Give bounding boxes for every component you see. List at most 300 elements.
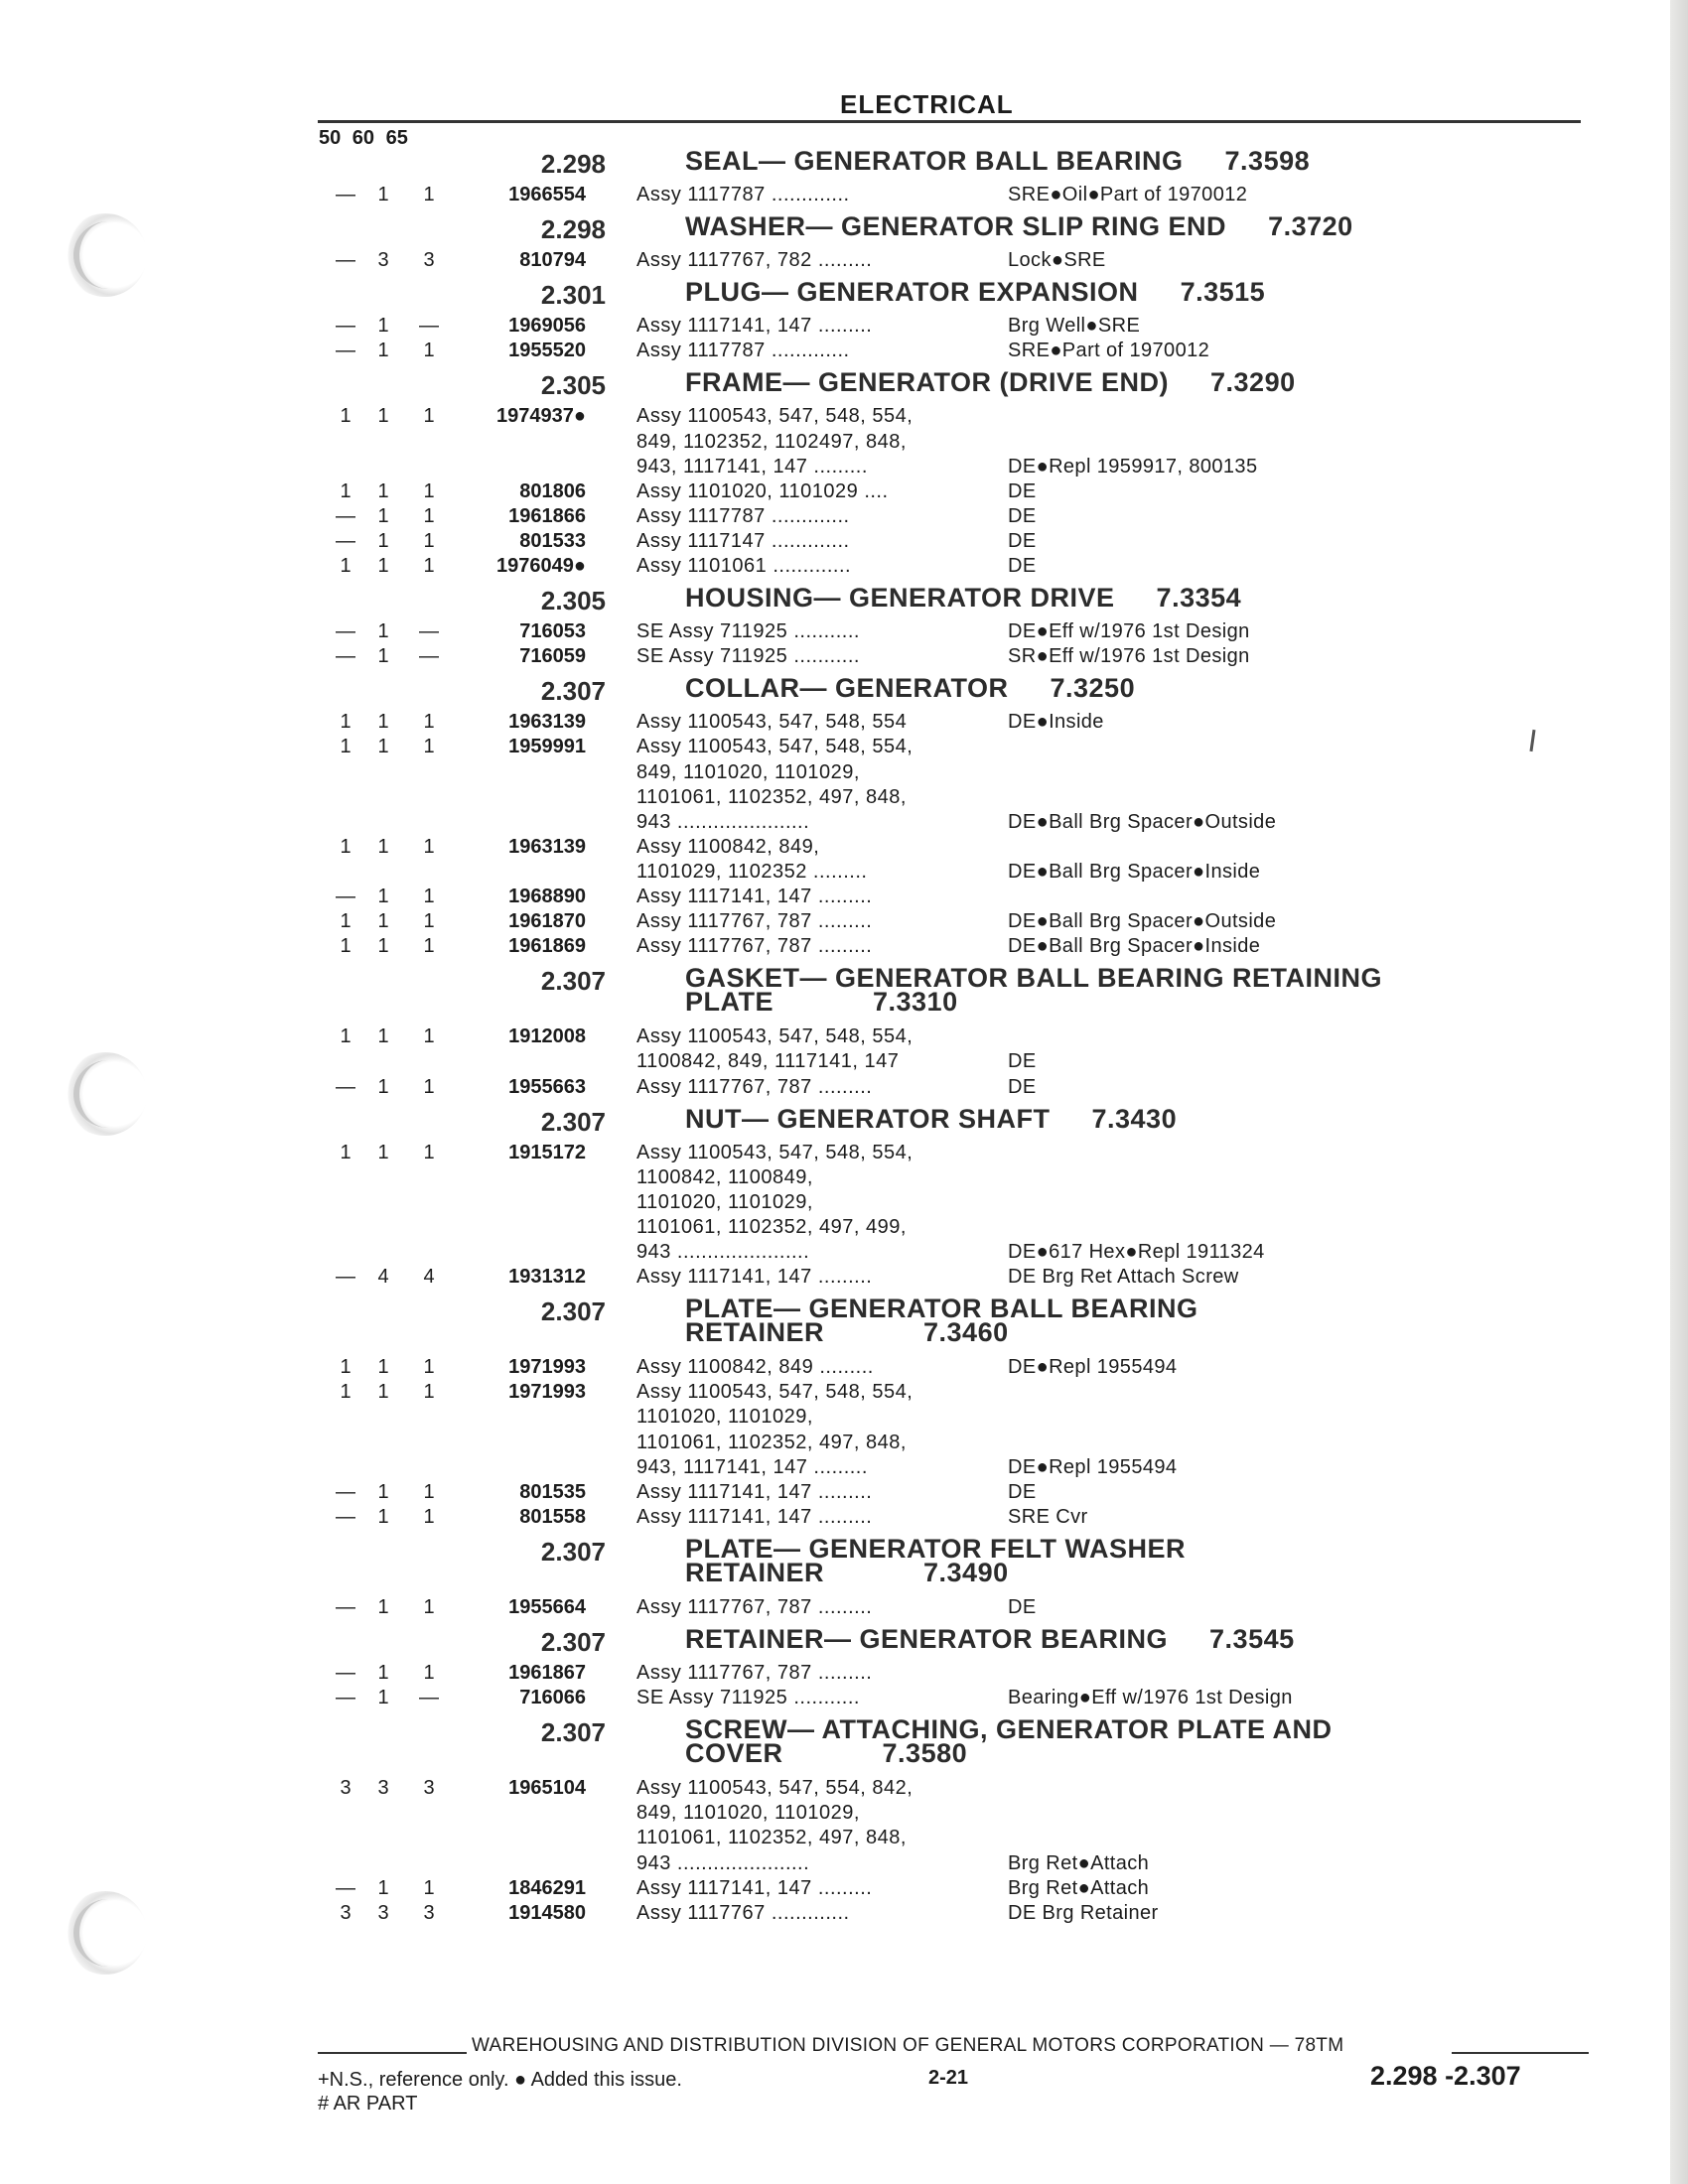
- part-note: DE: [1008, 1595, 1037, 1618]
- assembly-description: 943 ......................: [636, 810, 810, 833]
- part-row: [0, 910, 1688, 935]
- footnote-legend: +N.S., reference only. ● Added this issue.: [318, 2069, 682, 2091]
- part-row: [0, 1687, 1688, 1711]
- assembly-description: Assy 1117787 .............: [636, 340, 850, 362]
- group-title: [685, 1294, 1499, 1348]
- part-row: [0, 405, 1688, 430]
- group-header: [0, 1294, 1688, 1348]
- part-row: [0, 1025, 1688, 1050]
- part-number: 801806: [519, 479, 586, 502]
- assembly-description: SE Assy 711925 ...........: [636, 1687, 860, 1709]
- part-row: [0, 811, 1688, 836]
- assembly-description: Assy 1100543, 547, 554, 842,: [636, 1777, 914, 1800]
- qty-1965: 1: [423, 1141, 435, 1163]
- part-row: [0, 1050, 1688, 1075]
- part-note: DE●617 Hex●Repl 1911324: [1008, 1241, 1265, 1263]
- group-title-line1: NUT— GENERATOR SHAFT: [685, 1103, 1051, 1134]
- qty-1950: —: [336, 529, 355, 552]
- part-number: 1955663: [508, 1075, 586, 1098]
- group-title-line1: PLUG— GENERATOR EXPANSION: [685, 277, 1139, 308]
- qty-1960: 1: [377, 835, 389, 858]
- group-code: 7.3250: [1050, 673, 1136, 704]
- part-note: DE●Eff w/1976 1st Design: [1008, 620, 1250, 643]
- assembly-description: Assy 1100543, 547, 548, 554,: [636, 1381, 914, 1404]
- group-title: [685, 277, 1499, 308]
- qty-1960: 1: [377, 1687, 389, 1709]
- qty-1960: 3: [377, 1777, 389, 1800]
- group-title: [685, 1624, 1499, 1654]
- part-row: [0, 711, 1688, 736]
- part-row: [0, 1432, 1688, 1456]
- qty-1965: 1: [423, 711, 435, 734]
- assembly-description: 1101061, 1102352, 497, 848,: [636, 1431, 907, 1453]
- assembly-description: Assy 1100543, 547, 548, 554: [636, 711, 908, 734]
- qty-1950: 3: [340, 1901, 352, 1924]
- part-row: [0, 1902, 1688, 1927]
- group-title: [685, 211, 1499, 242]
- qty-1950: 1: [340, 1025, 352, 1048]
- part-note: DE: [1008, 1050, 1037, 1073]
- qty-1965: 1: [423, 479, 435, 502]
- assembly-description: Assy 1117141, 147 .........: [636, 1505, 873, 1528]
- assembly-description: Assy 1117141, 147 .........: [636, 886, 873, 907]
- part-row: [0, 1266, 1688, 1291]
- qty-1965: 1: [423, 1356, 435, 1379]
- qty-1965: 1: [423, 555, 435, 577]
- part-row: [0, 1662, 1688, 1687]
- qty-1960: 1: [377, 184, 389, 205]
- qty-1950: —: [336, 340, 355, 362]
- group-title: [685, 1103, 1499, 1134]
- part-note: SR●Eff w/1976 1st Design: [1008, 645, 1250, 668]
- qty-1950: —: [336, 620, 355, 643]
- qty-1965: 1: [423, 1505, 435, 1528]
- group-number: 2.307: [540, 676, 606, 707]
- qty-1960: 1: [377, 1505, 389, 1528]
- page-group-range: 2.298 -2.307: [1370, 2061, 1521, 2091]
- qty-1960: 1: [377, 340, 389, 362]
- group-code: 7.3580: [882, 1738, 968, 1769]
- part-number: 1961866: [508, 504, 586, 527]
- qty-1965: 1: [423, 736, 435, 758]
- qty-1950: —: [336, 1266, 355, 1289]
- assembly-description: Assy 1117141, 147 .........: [636, 1876, 873, 1899]
- qty-1960: 1: [377, 736, 389, 758]
- qty-1965: 1: [423, 1025, 435, 1048]
- part-row: [0, 315, 1688, 340]
- qty-1960: 1: [377, 1876, 389, 1899]
- part-note: DE●Ball Brg Spacer●Inside: [1008, 860, 1261, 883]
- part-row: [0, 645, 1688, 670]
- group-code: 7.3515: [1180, 277, 1266, 308]
- group-title-line2: RETAINER: [685, 1317, 825, 1348]
- group-title-line1: PLATE— GENERATOR FELT WASHER: [685, 1533, 1187, 1564]
- qty-1965: 1: [423, 910, 435, 933]
- part-row: [0, 1241, 1688, 1266]
- qty-1965: 3: [423, 249, 435, 272]
- page-number: 2-21: [928, 2067, 969, 2089]
- group-number: 2.307: [540, 1297, 606, 1327]
- assembly-description: Assy 1100543, 547, 548, 554,: [636, 405, 914, 428]
- part-row: [0, 1356, 1688, 1381]
- part-number: 1961869: [508, 935, 586, 958]
- part-note: DE●Ball Brg Spacer●Outside: [1008, 810, 1277, 833]
- group-header: [0, 1533, 1688, 1587]
- qty-1950: —: [336, 1687, 355, 1709]
- part-row: [0, 1216, 1688, 1241]
- qty-1965: 1: [423, 1595, 435, 1618]
- assembly-description: 1100842, 849, 1117141, 147: [636, 1050, 900, 1073]
- part-note: SRE●Part of 1970012: [1008, 340, 1210, 362]
- part-note: DE Brg Ret Attach Screw: [1008, 1266, 1239, 1289]
- part-note: DE●Ball Brg Spacer●Inside: [1008, 935, 1261, 958]
- group-title-line1: HOUSING— GENERATOR DRIVE: [685, 583, 1115, 614]
- qty-1965: 3: [423, 1901, 435, 1924]
- part-row: [0, 555, 1688, 580]
- group-code: 7.3598: [1224, 146, 1311, 176]
- qty-1950: 1: [340, 736, 352, 758]
- qty-1960: 1: [377, 1075, 389, 1098]
- group-title: [685, 673, 1499, 704]
- qty-1950: 1: [340, 935, 352, 958]
- part-row: [0, 1142, 1688, 1166]
- assembly-description: Assy 1100842, 849 .........: [636, 1356, 874, 1379]
- group-header: [0, 1714, 1688, 1769]
- part-row: [0, 1827, 1688, 1851]
- part-row: [0, 431, 1688, 456]
- qty-1960: 3: [377, 1901, 389, 1924]
- assembly-description: 943, 1117141, 147 .........: [636, 1455, 868, 1478]
- qty-1960: 1: [377, 504, 389, 527]
- qty-1960: 1: [377, 935, 389, 958]
- part-note: Brg Well●SRE: [1008, 315, 1141, 338]
- qty-1950: —: [336, 1595, 355, 1618]
- part-row: [0, 1777, 1688, 1802]
- qty-1960: 1: [377, 315, 389, 338]
- group-title-line1: PLATE— GENERATOR BALL BEARING: [685, 1294, 1198, 1324]
- part-row: [0, 620, 1688, 645]
- part-row: [0, 1406, 1688, 1431]
- qty-1965: 1: [423, 886, 435, 907]
- group-title-line1: FRAME— GENERATOR (DRIVE END): [685, 367, 1170, 398]
- group-title: [685, 367, 1499, 398]
- qty-1960: 1: [377, 1141, 389, 1163]
- qty-1960: 1: [377, 1381, 389, 1404]
- assembly-description: Assy 1101020, 1101029 ....: [636, 479, 889, 502]
- qty-1960: 3: [377, 249, 389, 272]
- qty-1950: —: [336, 1075, 355, 1098]
- qty-1965: 1: [423, 1075, 435, 1098]
- part-note: DE●Ball Brg Spacer●Outside: [1008, 910, 1277, 933]
- group-code: 7.3354: [1156, 583, 1242, 614]
- footer-rule-left: [318, 2052, 467, 2054]
- qty-1965: 1: [423, 1381, 435, 1404]
- part-row: [0, 761, 1688, 786]
- part-number: 1955520: [508, 340, 586, 362]
- part-note: DE: [1008, 1075, 1037, 1098]
- group-header: [0, 583, 1688, 619]
- qty-1965: 3: [423, 1777, 435, 1800]
- qty-1960: 1: [377, 1356, 389, 1379]
- part-row: [0, 1852, 1688, 1877]
- assembly-description: Assy 1117767, 782 .........: [636, 249, 873, 272]
- part-number: 1963139: [508, 835, 586, 858]
- assembly-description: Assy 1117767, 787 .........: [636, 1075, 873, 1098]
- group-header: [0, 211, 1688, 248]
- assembly-description: Assy 1100842, 849,: [636, 835, 820, 858]
- part-number: 810794: [519, 249, 586, 272]
- part-number: 716059: [519, 645, 586, 668]
- part-row: [0, 886, 1688, 910]
- assembly-description: Assy 1117767, 787 .........: [636, 1662, 873, 1684]
- part-row: [0, 1076, 1688, 1101]
- part-row: [0, 530, 1688, 555]
- qty-1960: 1: [377, 1595, 389, 1618]
- part-number: 1966554: [508, 184, 586, 205]
- group-title-line2: RETAINER: [685, 1557, 825, 1587]
- qty-1950: 1: [340, 479, 352, 502]
- part-row: [0, 935, 1688, 960]
- part-note: DE●Repl 1955494: [1008, 1455, 1178, 1478]
- group-code: 7.3430: [1091, 1103, 1178, 1134]
- part-row: [0, 480, 1688, 505]
- part-note: SRE●Oil●Part of 1970012: [1008, 184, 1248, 205]
- part-row: [0, 736, 1688, 760]
- part-row: [0, 1481, 1688, 1506]
- qty-1960: 1: [377, 529, 389, 552]
- part-note: DE●Repl 1955494: [1008, 1356, 1178, 1379]
- assembly-description: 1101020, 1101029,: [636, 1190, 813, 1213]
- part-row: [0, 836, 1688, 861]
- qty-1965: —: [419, 645, 439, 668]
- part-number: 1963139: [508, 711, 586, 734]
- qty-1960: 1: [377, 711, 389, 734]
- part-number: 1846291: [508, 1876, 586, 1899]
- footer-rule-right: [1452, 2052, 1589, 2054]
- qty-1965: 1: [423, 504, 435, 527]
- qty-1965: 1: [423, 529, 435, 552]
- qty-1960: 1: [377, 1480, 389, 1503]
- qty-1950: —: [336, 249, 355, 272]
- part-number: 1961870: [508, 910, 586, 933]
- part-number: 1955664: [508, 1595, 586, 1618]
- part-number: 1974937●: [496, 405, 586, 428]
- group-header: [0, 673, 1688, 710]
- group-title-line1: SCREW— ATTACHING, GENERATOR PLATE AND: [685, 1714, 1333, 1745]
- assembly-description: SE Assy 711925 ...........: [636, 645, 860, 668]
- qty-1965: —: [419, 315, 439, 338]
- part-number: 716066: [519, 1687, 586, 1709]
- group-number: 2.307: [540, 1106, 606, 1137]
- part-note: DE: [1008, 504, 1037, 527]
- qty-1950: 1: [340, 1381, 352, 1404]
- qty-1960: 1: [377, 645, 389, 668]
- qty-1960: 1: [377, 555, 389, 577]
- part-row: [0, 456, 1688, 480]
- part-number: 801558: [519, 1505, 586, 1528]
- group-code: 7.3720: [1268, 211, 1353, 242]
- qty-1950: —: [336, 1480, 355, 1503]
- group-header: [0, 1624, 1688, 1661]
- part-row: [0, 340, 1688, 364]
- part-row: [0, 1877, 1688, 1902]
- qty-1965: 1: [423, 1662, 435, 1684]
- assembly-description: Assy 1100543, 547, 548, 554,: [636, 736, 914, 758]
- group-title-line1: GASKET— GENERATOR BALL BEARING RETAINING: [685, 963, 1383, 994]
- model-years-header: 50 60 65: [319, 127, 408, 149]
- qty-1965: —: [419, 620, 439, 643]
- qty-1950: 1: [340, 910, 352, 933]
- assembly-description: Assy 1117767, 787 .........: [636, 910, 873, 933]
- qty-1960: 1: [377, 1025, 389, 1048]
- group-title-line2: PLATE: [685, 987, 774, 1018]
- group-title-line1: COLLAR— GENERATOR: [685, 673, 1009, 704]
- qty-1950: 1: [340, 405, 352, 428]
- qty-1950: 1: [340, 1356, 352, 1379]
- qty-1965: 1: [423, 405, 435, 428]
- group-number: 2.298: [540, 149, 606, 179]
- group-code: 7.3545: [1209, 1624, 1295, 1654]
- qty-1965: 1: [423, 1876, 435, 1899]
- footnote-ar-part: # AR PART: [318, 2093, 418, 2115]
- assembly-description: Assy 1117767 .............: [636, 1901, 850, 1924]
- group-title: [685, 583, 1499, 614]
- qty-1950: —: [336, 315, 355, 338]
- group-header: [0, 146, 1688, 183]
- group-number: 2.301: [540, 280, 606, 311]
- assembly-description: Assy 1117141, 147 .........: [636, 1480, 873, 1503]
- part-note: DE: [1008, 555, 1037, 577]
- footer-division: WAREHOUSING AND DISTRIBUTION DIVISION OF GENERAL MOTORS CORPORATION — 78TM: [472, 2035, 1344, 2056]
- qty-1950: —: [336, 184, 355, 205]
- assembly-description: 1100842, 1100849,: [636, 1165, 813, 1188]
- part-row: [0, 1596, 1688, 1621]
- group-title-line2: COVER: [685, 1738, 783, 1769]
- qty-1960: 1: [377, 479, 389, 502]
- part-note: DE: [1008, 529, 1037, 552]
- qty-1960: 1: [377, 1662, 389, 1684]
- assembly-description: 849, 1101020, 1101029,: [636, 760, 860, 783]
- assembly-description: Assy 1100543, 547, 548, 554,: [636, 1141, 914, 1163]
- part-note: SRE Cvr: [1008, 1505, 1088, 1528]
- part-note: DE●Inside: [1008, 711, 1104, 734]
- part-row: [0, 786, 1688, 811]
- qty-1965: 1: [423, 184, 435, 205]
- qty-1965: 4: [423, 1266, 435, 1289]
- group-header: [0, 1103, 1688, 1141]
- group-code: 7.3490: [923, 1557, 1009, 1587]
- qty-1950: —: [336, 645, 355, 668]
- part-number: 1971993: [508, 1381, 586, 1404]
- qty-1965: 1: [423, 835, 435, 858]
- part-number: 1969056: [508, 315, 586, 338]
- group-number: 2.305: [540, 370, 606, 401]
- assembly-description: Assy 1117787 .............: [636, 184, 850, 205]
- qty-1960: 1: [377, 886, 389, 907]
- part-number: 716053: [519, 620, 586, 643]
- qty-1950: —: [336, 886, 355, 907]
- assembly-description: 943 ......................: [636, 1851, 810, 1874]
- part-note: Lock●SRE: [1008, 249, 1106, 272]
- part-number: 1976049●: [496, 555, 586, 577]
- part-row: [0, 1191, 1688, 1216]
- part-number: 1959991: [508, 736, 586, 758]
- group-title: [685, 963, 1499, 1018]
- qty-1950: 1: [340, 835, 352, 858]
- group-header: [0, 367, 1688, 404]
- group-number: 2.307: [540, 1717, 606, 1748]
- group-title-line1: RETAINER— GENERATOR BEARING: [685, 1624, 1169, 1654]
- part-row: [0, 249, 1688, 274]
- qty-1965: 1: [423, 1480, 435, 1503]
- part-row: [0, 1802, 1688, 1827]
- part-row: [0, 1506, 1688, 1531]
- qty-1950: —: [336, 1505, 355, 1528]
- group-number: 2.307: [540, 966, 606, 997]
- qty-1950: 3: [340, 1777, 352, 1800]
- group-code: 7.3310: [873, 987, 958, 1018]
- assembly-description: SE Assy 711925 ...........: [636, 620, 860, 643]
- qty-1950: 1: [340, 711, 352, 734]
- group-title-line1: WASHER— GENERATOR SLIP RING END: [685, 211, 1227, 242]
- part-note: DE: [1008, 1480, 1037, 1503]
- assembly-description: 943, 1117141, 147 .........: [636, 455, 868, 478]
- part-number: 1914580: [508, 1901, 586, 1924]
- qty-1965: —: [419, 1687, 439, 1709]
- assembly-description: Assy 1117141, 147 .........: [636, 1266, 873, 1289]
- assembly-description: 1101029, 1102352 .........: [636, 860, 868, 883]
- part-note: DE: [1008, 479, 1037, 502]
- part-number: 1961867: [508, 1662, 586, 1684]
- qty-1950: —: [336, 504, 355, 527]
- part-number: 801535: [519, 1480, 586, 1503]
- qty-1950: —: [336, 1662, 355, 1684]
- assembly-description: Assy 1100543, 547, 548, 554,: [636, 1025, 914, 1048]
- group-title: [685, 146, 1499, 176]
- group-title-line1: SEAL— GENERATOR BALL BEARING: [685, 146, 1184, 176]
- group-title: [685, 1533, 1499, 1587]
- part-note: Brg Ret●Attach: [1008, 1851, 1150, 1874]
- part-number: 1915172: [508, 1141, 586, 1163]
- part-row: [0, 184, 1688, 208]
- assembly-description: 849, 1101020, 1101029,: [636, 1802, 860, 1825]
- part-note: DE●Repl 1959917, 800135: [1008, 455, 1258, 478]
- qty-1960: 1: [377, 405, 389, 428]
- part-number: 1968890: [508, 886, 586, 907]
- group-number: 2.298: [540, 214, 606, 245]
- group-title: [685, 1714, 1499, 1769]
- assembly-description: Assy 1117787 .............: [636, 504, 850, 527]
- group-number: 2.307: [540, 1627, 606, 1657]
- part-note: Brg Ret●Attach: [1008, 1876, 1150, 1899]
- part-row: [0, 861, 1688, 886]
- assembly-description: Assy 1101061 .............: [636, 555, 852, 577]
- part-number: 801533: [519, 529, 586, 552]
- part-number: 1931312: [508, 1266, 586, 1289]
- qty-1965: 1: [423, 340, 435, 362]
- qty-1960: 4: [377, 1266, 389, 1289]
- group-number: 2.307: [540, 1536, 606, 1567]
- qty-1950: 1: [340, 1141, 352, 1163]
- qty-1960: 1: [377, 910, 389, 933]
- section-title: ELECTRICAL: [840, 89, 1014, 119]
- assembly-description: Assy 1117141, 147 .........: [636, 315, 873, 338]
- qty-1950: 1: [340, 555, 352, 577]
- group-header: [0, 963, 1688, 1018]
- qty-1950: —: [336, 1876, 355, 1899]
- assembly-description: 943 ......................: [636, 1241, 810, 1263]
- part-row: [0, 1166, 1688, 1191]
